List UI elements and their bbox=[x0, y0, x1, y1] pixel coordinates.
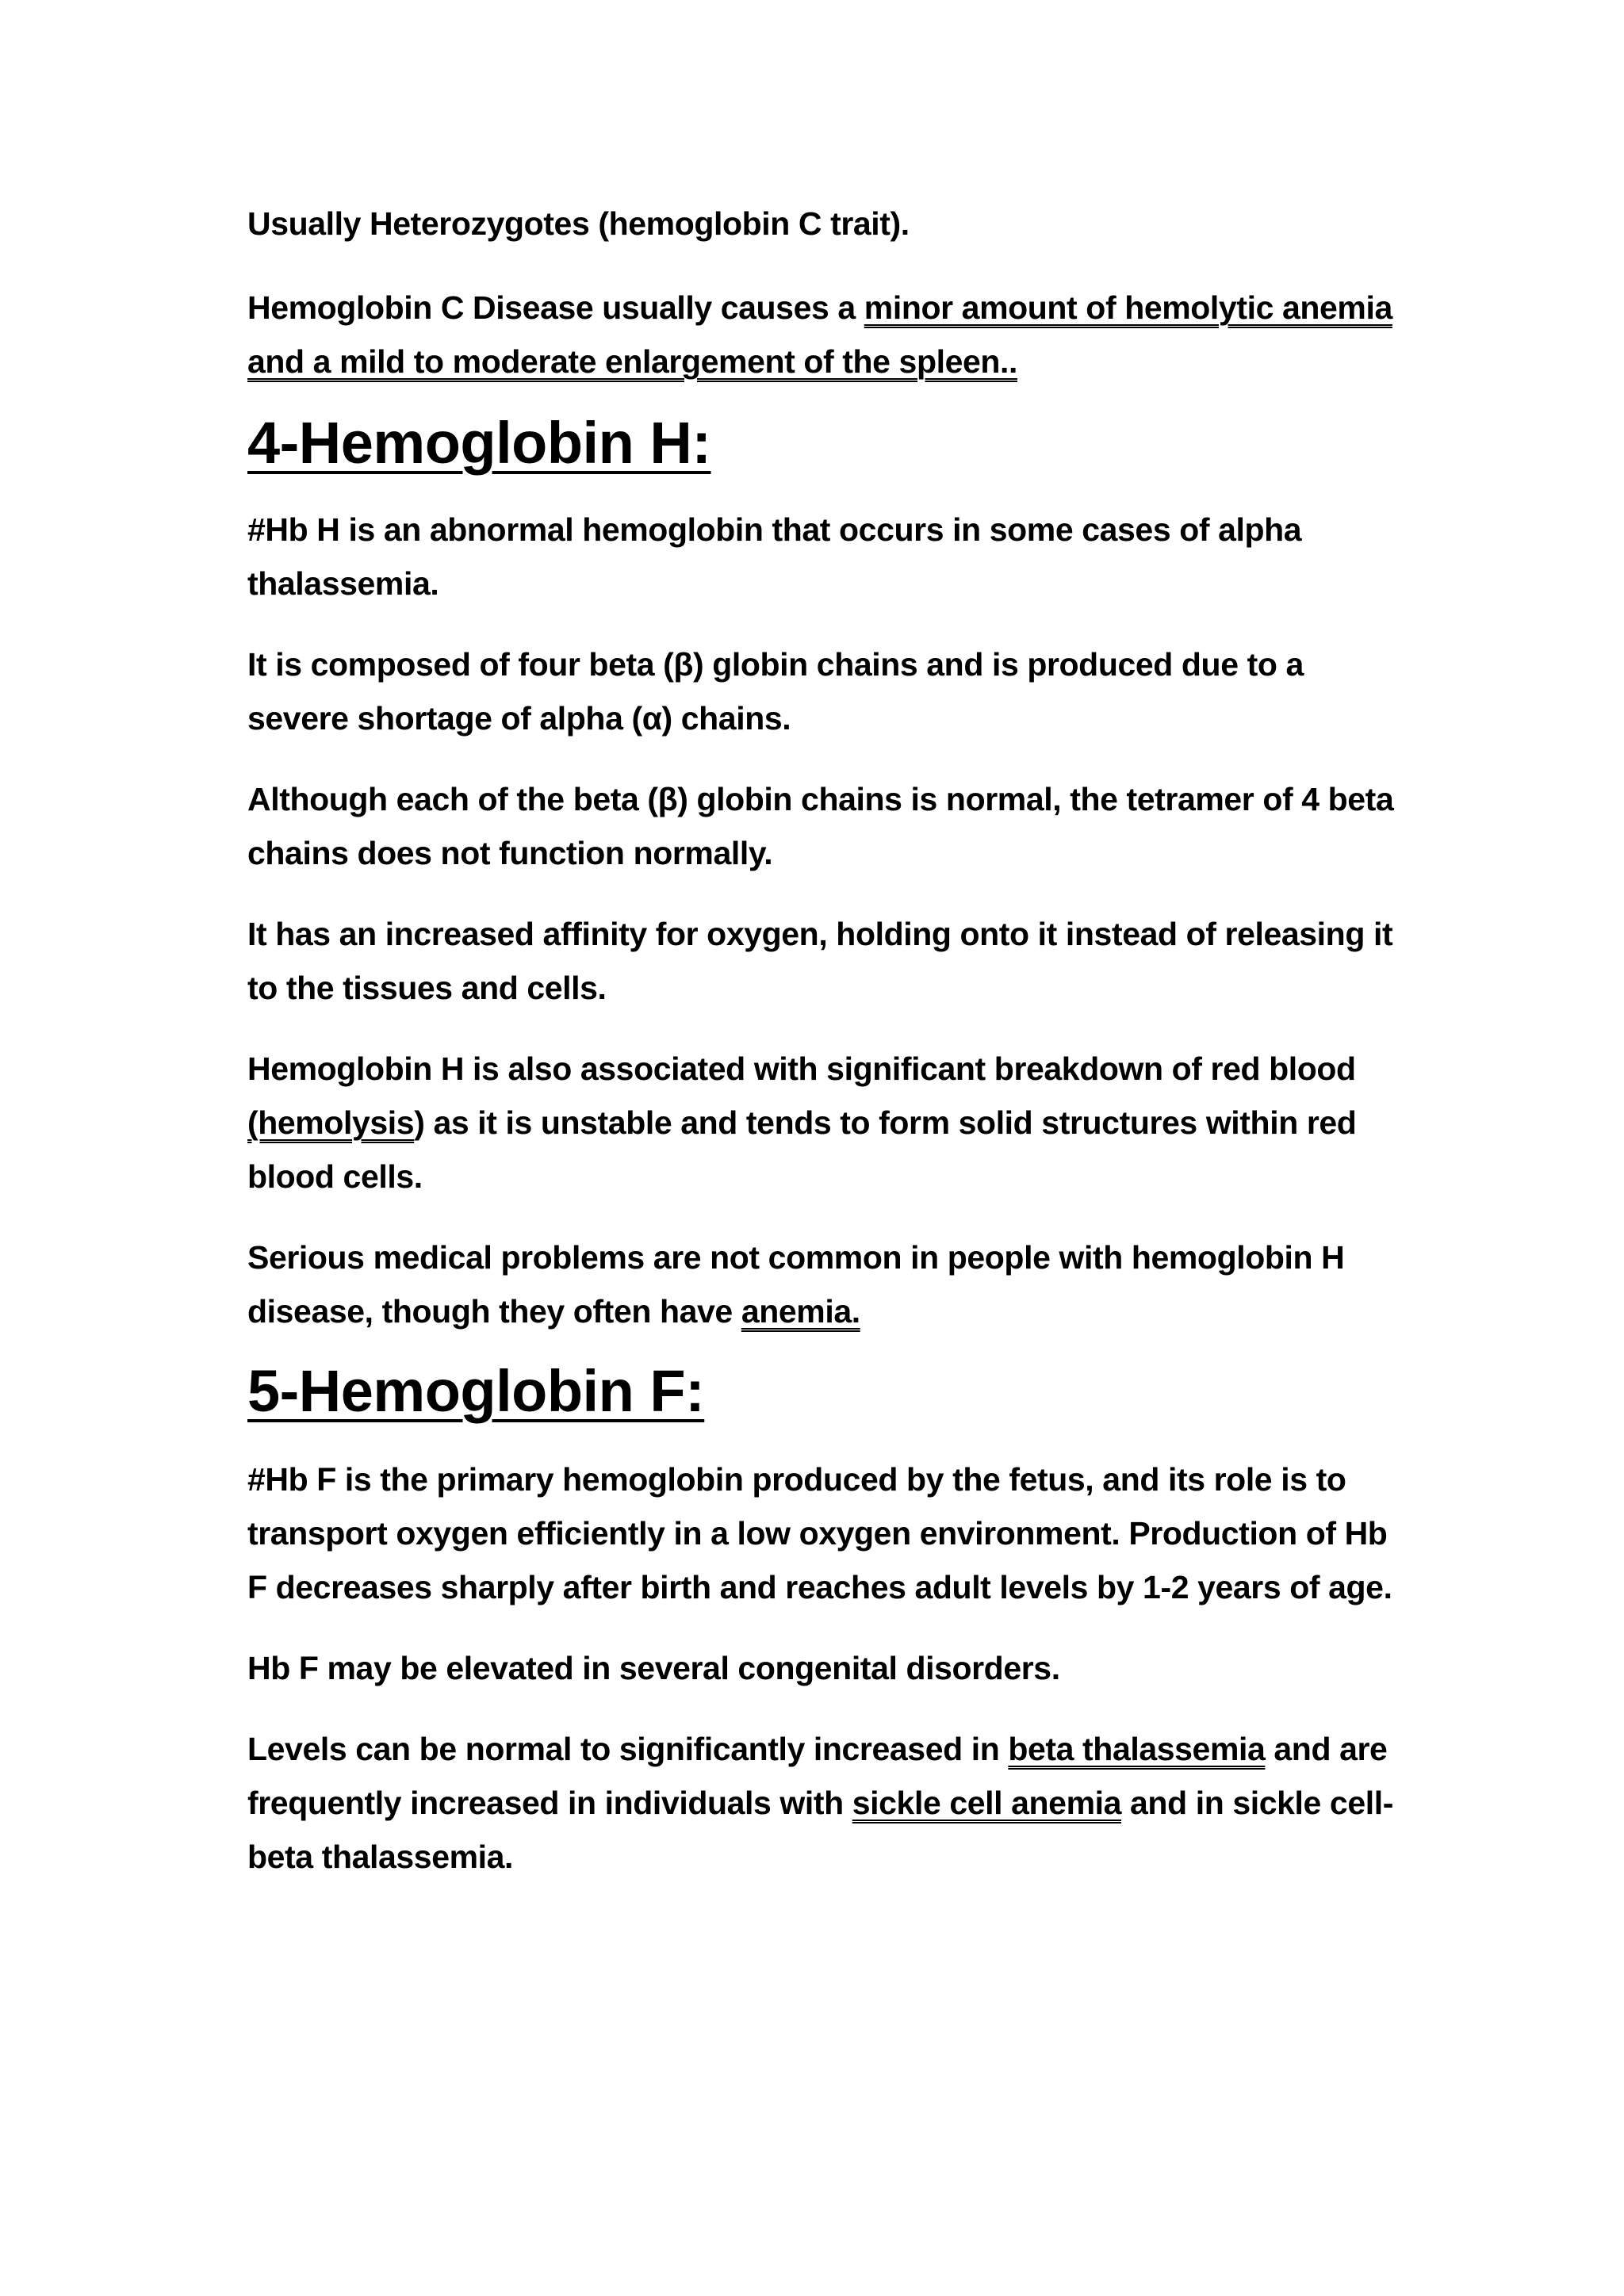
hbh-paragraph-5 bbox=[247, 1042, 1397, 1203]
hbh-paragraph-1: #Hb H is an abnormal hemoglobin that occurs in some cases of alpha thalassemia. bbox=[247, 511, 1302, 602]
hbh-paragraph-3: Although each of the beta (β) globin chains is normal, the tetramer of 4 beta chains does not function normally. bbox=[247, 781, 1394, 871]
hbh-paragraph-4: It has an increased affinity for oxygen, holding onto it instead of releasing it to the tissues and cells. bbox=[247, 916, 1393, 1006]
hbh-p5-text-after: ) as it is unstable and tends to form solid structures within red blood cells. bbox=[247, 1104, 1357, 1195]
intro-p2-text: Hemoglobin C Disease usually causes a bbox=[247, 289, 864, 326]
hbh-paragraph-6 bbox=[247, 1230, 1397, 1338]
hbf-p3-text-after: and in sickle cell-beta thalassemia. bbox=[247, 1785, 1393, 1875]
hbh-p6-text: Serious medical problems are not common in people with hemoglobin H disease, though they often have bbox=[247, 1239, 1345, 1330]
hbf-paragraph-3 bbox=[247, 1722, 1397, 1884]
beta-thalassemia-underlined: beta thalassemia bbox=[1008, 1731, 1266, 1767]
anemia-underlined: anemia. bbox=[741, 1293, 860, 1330]
heading-hemoglobin-h: 4-Hemoglobin H: bbox=[247, 410, 711, 476]
hbf-p3-text-before: Levels can be normal to significantly increased in bbox=[247, 1731, 1009, 1767]
intro-paragraph-1: Usually Heterozygotes (hemoglobin C trait). bbox=[247, 205, 910, 242]
hbf-paragraph-1: #Hb F is the primary hemoglobin produced by the fetus, and its role is to transport oxygen efficiently in a low oxygen environment. Production of Hb F decreases sharply after birth and reaches adult levels by 1-2 years of age. bbox=[247, 1461, 1392, 1605]
hbf-paragraph-2: Hb F may be elevated in several congenital disorders. bbox=[247, 1650, 1060, 1686]
hbh-paragraph-2: It is composed of four beta (β) globin chains and is produced due to a severe shortage of alpha (α) chains. bbox=[247, 646, 1304, 737]
hbf-p3-text-middle: and are frequently increased in individuals with bbox=[247, 1731, 1388, 1821]
hbh-p5-text-before: Hemoglobin H is also associated with significant breakdown of red blood bbox=[247, 1050, 1356, 1087]
heading-hemoglobin-f: 5-Hemoglobin F: bbox=[247, 1358, 705, 1424]
hemolysis-underlined: (hemolysis bbox=[247, 1104, 415, 1141]
sickle-cell-anemia-underlined: sickle cell anemia bbox=[852, 1785, 1122, 1821]
intro-p2-underlined: minor amount of hemolytic anemia and a mild to moderate enlargement of the spleen.. bbox=[247, 289, 1392, 380]
document-page bbox=[247, 197, 1397, 1884]
intro-paragraph-2 bbox=[247, 281, 1397, 388]
